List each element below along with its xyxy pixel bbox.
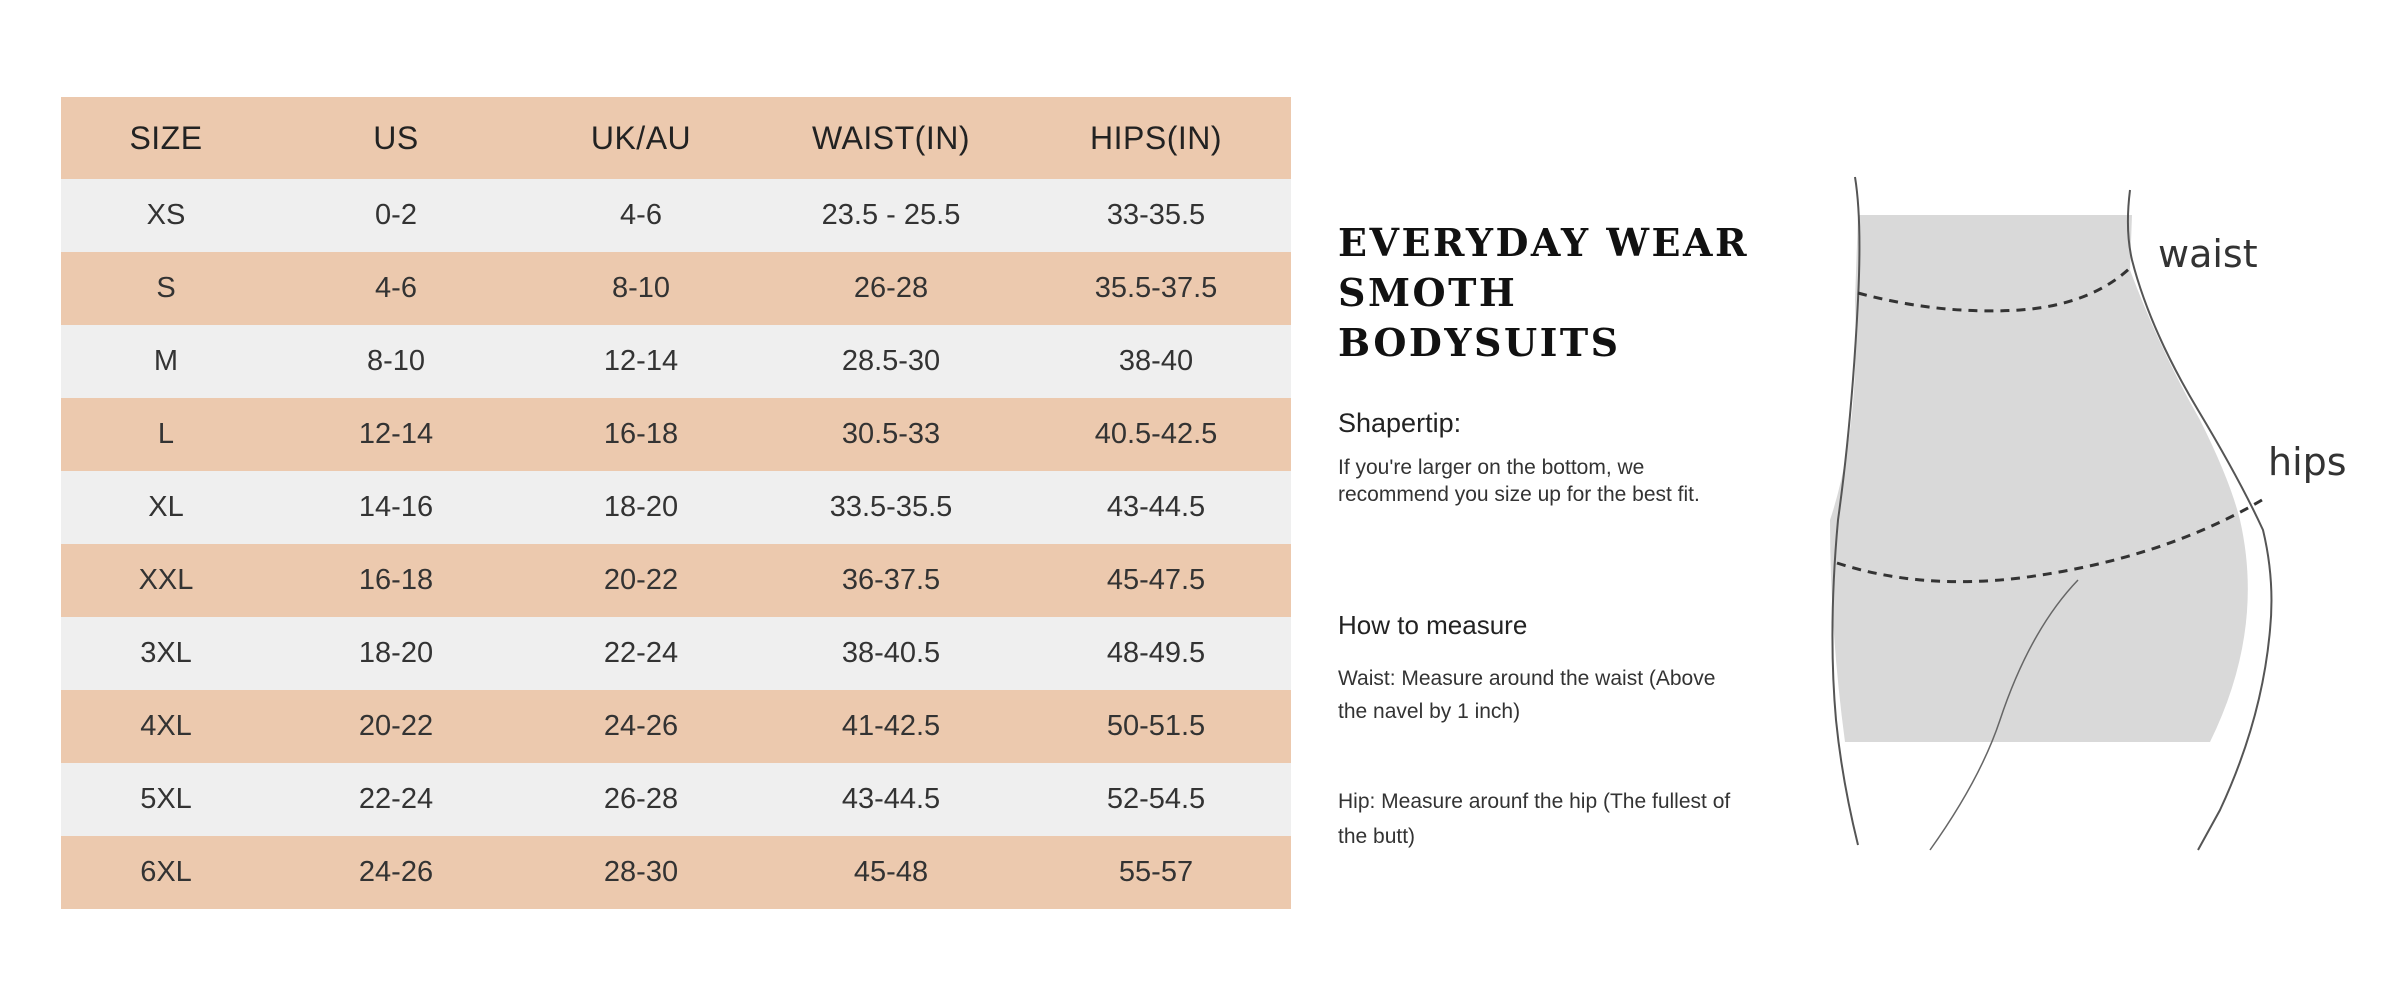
size-chart-table bbox=[61, 97, 1291, 909]
cell-size: 6XL bbox=[61, 836, 271, 909]
table-row bbox=[61, 836, 1291, 909]
header-size: SIZE bbox=[61, 97, 271, 179]
cell-waist: 26-28 bbox=[761, 252, 1021, 325]
shapertip-heading: Shapertip: bbox=[1338, 408, 1462, 438]
cell-hips: 45-47.5 bbox=[1021, 544, 1291, 617]
header-waist: WAIST(IN) bbox=[761, 97, 1021, 179]
product-title bbox=[1338, 218, 1768, 368]
cell-hips: 35.5-37.5 bbox=[1021, 252, 1291, 325]
header-uk-au: UK/AU bbox=[521, 97, 761, 179]
cell-hips: 55-57 bbox=[1021, 836, 1291, 909]
cell-us: 8-10 bbox=[271, 325, 521, 398]
cell-size: S bbox=[61, 252, 271, 325]
cell-uk-au: 26-28 bbox=[521, 763, 761, 836]
cell-size: M bbox=[61, 325, 271, 398]
cell-waist: 23.5 - 25.5 bbox=[761, 179, 1021, 252]
cell-waist: 30.5-33 bbox=[761, 398, 1021, 471]
cell-hips: 33-35.5 bbox=[1021, 179, 1291, 252]
cell-uk-au: 20-22 bbox=[521, 544, 761, 617]
cell-uk-au: 12-14 bbox=[521, 325, 761, 398]
cell-waist: 33.5-35.5 bbox=[761, 471, 1021, 544]
cell-hips: 48-49.5 bbox=[1021, 617, 1291, 690]
waist-measure-text: Waist: Measure around the waist (Above the navel by 1 inch) bbox=[1338, 667, 1716, 723]
cell-uk-au: 8-10 bbox=[521, 252, 761, 325]
table-row bbox=[61, 544, 1291, 617]
cell-us: 0-2 bbox=[271, 179, 521, 252]
hips-label: hips bbox=[2268, 440, 2347, 484]
cell-size: 3XL bbox=[61, 617, 271, 690]
table-row bbox=[61, 325, 1291, 398]
cell-size: 4XL bbox=[61, 690, 271, 763]
cell-us: 18-20 bbox=[271, 617, 521, 690]
header-row bbox=[61, 97, 1291, 179]
table-row bbox=[61, 398, 1291, 471]
table-row bbox=[61, 617, 1291, 690]
cell-uk-au: 24-26 bbox=[521, 690, 761, 763]
cell-us: 12-14 bbox=[271, 398, 521, 471]
cell-waist: 36-37.5 bbox=[761, 544, 1021, 617]
cell-hips: 40.5-42.5 bbox=[1021, 398, 1291, 471]
size-chart-body bbox=[61, 179, 1291, 909]
cell-us: 14-16 bbox=[271, 471, 521, 544]
header-hips: HIPS(IN) bbox=[1021, 97, 1291, 179]
cell-size: L bbox=[61, 398, 271, 471]
size-chart-header bbox=[61, 97, 1291, 179]
cell-waist: 45-48 bbox=[761, 836, 1021, 909]
cell-waist: 38-40.5 bbox=[761, 617, 1021, 690]
table-row bbox=[61, 690, 1291, 763]
cell-hips: 38-40 bbox=[1021, 325, 1291, 398]
table-row bbox=[61, 763, 1291, 836]
cell-uk-au: 4-6 bbox=[521, 179, 761, 252]
cell-size: XXL bbox=[61, 544, 271, 617]
cell-waist: 28.5-30 bbox=[761, 325, 1021, 398]
cell-size: 5XL bbox=[61, 763, 271, 836]
cell-us: 16-18 bbox=[271, 544, 521, 617]
cell-size: XS bbox=[61, 179, 271, 252]
product-title-line1: EVERYDAY WEAR bbox=[1338, 220, 1750, 265]
cell-uk-au: 16-18 bbox=[521, 398, 761, 471]
table-row bbox=[61, 179, 1291, 252]
cell-us: 22-24 bbox=[271, 763, 521, 836]
cell-hips: 43-44.5 bbox=[1021, 471, 1291, 544]
table-row bbox=[61, 252, 1291, 325]
cell-uk-au: 18-20 bbox=[521, 471, 761, 544]
shapertip-text: If you're larger on the bottom, we recommend you size up for the best fit. bbox=[1338, 456, 1700, 506]
body-measurement-illustration bbox=[1800, 160, 2380, 860]
cell-uk-au: 22-24 bbox=[521, 617, 761, 690]
header-us: US bbox=[271, 97, 521, 179]
product-title-line2: SMOTH BODYSUITS bbox=[1338, 270, 1621, 365]
cell-us: 20-22 bbox=[271, 690, 521, 763]
table-row bbox=[61, 471, 1291, 544]
cell-size: XL bbox=[61, 471, 271, 544]
cell-hips: 52-54.5 bbox=[1021, 763, 1291, 836]
cell-waist: 41-42.5 bbox=[761, 690, 1021, 763]
cell-uk-au: 28-30 bbox=[521, 836, 761, 909]
cell-waist: 43-44.5 bbox=[761, 763, 1021, 836]
cell-us: 24-26 bbox=[271, 836, 521, 909]
waist-label: waist bbox=[2158, 232, 2258, 276]
bodysuit-shape bbox=[1830, 215, 2248, 742]
info-panel bbox=[1338, 218, 1768, 848]
hip-measure-text: Hip: Measure arounf the hip (The fullest of the butt) bbox=[1338, 790, 1731, 848]
cell-hips: 50-51.5 bbox=[1021, 690, 1291, 763]
cell-us: 4-6 bbox=[271, 252, 521, 325]
how-to-measure-heading: How to measure bbox=[1338, 610, 1528, 640]
